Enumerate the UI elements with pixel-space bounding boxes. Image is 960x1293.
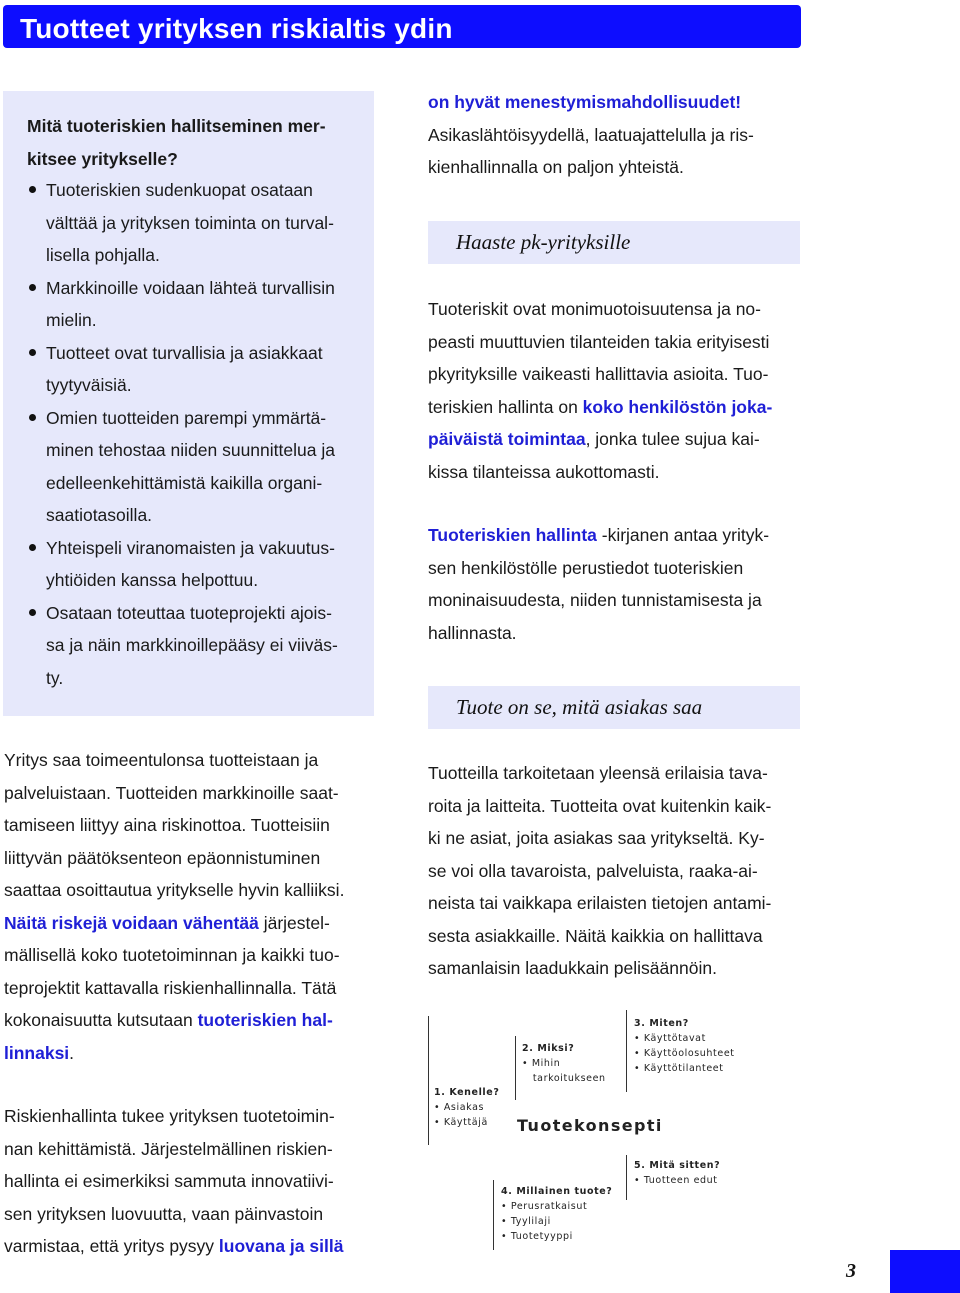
text-line: Asikaslähtöisyydellä, laatuajattelulla ja ris- [428,124,754,145]
text-line [4,1004,374,1037]
text-span: järjestel- [258,912,330,933]
node-item: • Käyttäjä [434,1117,488,1128]
list-item-line: mielin. [46,310,97,330]
node-item: • Tyylilaji [501,1216,551,1227]
text-line [4,1037,374,1070]
highlight-text: Näitä riskejä voidaan vähentää [4,912,259,933]
text-line: kienhallinnalla on paljon yhteistä. [428,157,684,177]
list-item-line: saatiotasoilla. [46,505,153,525]
node-title: 5. Mitä sitten? [634,1160,721,1171]
text-line: sen henkilöstölle perustiedot tuoteriskien [428,557,744,578]
text-line: ki ne asiat, joita asiakas saa yritykseltä. Ky- [428,828,765,848]
list-item-line: minen tehostaa niiden suunnittelua ja [46,440,335,460]
node-item: • Mihin [522,1058,561,1069]
text-line: Riskienhallinta tukee yrityksen tuotetoimin- [4,1106,335,1126]
header-bar [3,5,801,48]
highlight-text: Tuoteriskien hallinta [428,525,597,545]
node-item: • Tuotteen edut [634,1175,718,1186]
text-span: varmistaa, että yritys pysyy [4,1236,219,1256]
diagram-node-who [434,1085,499,1130]
text-span: teriskien hallinta on [428,396,583,417]
text-line: nan kehittämistä. Järjestelmällinen riskien- [4,1138,333,1159]
diagram-line [428,1016,429,1145]
diagram-node-what-kind [501,1184,612,1244]
concept-label: Tuotekonsepti [517,1116,663,1135]
node-item: • Perusratkaisut [501,1201,588,1212]
text-line [428,519,808,552]
subheading: Haaste pk-yrityksille [456,230,631,254]
text-line: moninaisuudesta, niiden tunnistamisesta ja [428,590,762,610]
risk-management-paragraph [4,1100,374,1263]
list-item-line: yhtiöiden kanssa helpottuu. [46,570,259,590]
page-title: Tuotteet yrityksen riskialtis ydin [20,13,453,44]
question-line: kitsee yritykselle? [27,148,178,169]
text-line: teprojektit kattavalla riskienhallinnalla. Tätä [4,977,337,998]
node-title: 3. Miten? [634,1018,689,1029]
text-line: liittyvän päätöksenteon epäonnistuminen [4,847,321,868]
highlight-text: päiväistä toimintaa [428,429,586,449]
text-line: palveluistaan. Tuotteiden markkinoille saat- [4,782,339,803]
text-line: se voi olla tavaroista, palveluista, raaka-ai- [428,860,758,881]
text-line: neista tai vaikkapa erilaisten tietojen antami- [428,893,772,913]
text-line: peasti muuttuvien tilanteiden takia erityisesti [428,331,770,352]
node-title: 4. Millainen tuote? [501,1186,613,1197]
node-title: 1. Kenelle? [434,1087,500,1098]
node-item: tarkoitukseen [532,1073,606,1084]
text-span: -kirjanen antaa yrityk- [596,525,770,545]
node-item: • Käyttötilanteet [634,1063,724,1074]
diagram-line [515,1036,516,1100]
list-item-line: Omien tuotteiden parempi ymmärtä- [46,407,327,428]
diagram-line [626,1010,627,1092]
subheading-box [428,686,800,729]
text-line: saattaa osoittautua yritykselle hyvin kalliiksi. [4,880,345,900]
diagram-node-how [634,1016,735,1076]
benefits-list [26,174,371,694]
text-line [4,1230,374,1263]
list-item-line: tyytyväisiä. [46,375,132,395]
list-item [26,272,371,337]
text-span: , jonka tulee sujua kai- [585,429,760,449]
text-span: kokonaisuutta kutsutaan [4,1010,198,1030]
list-item [26,337,371,402]
subheading: Tuote on se, mitä asiakas saa [456,695,703,719]
text-line: Tuoteriskit ovat monimuotoisuutensa ja no- [428,299,761,319]
text-line: Yritys saa toimeentulonsa tuotteistaan ja [4,750,319,770]
node-item: • Asiakas [434,1102,485,1113]
list-item [26,174,371,272]
highlight-text: luovana ja sillä [218,1236,344,1256]
text-line [428,391,808,424]
list-item-line: ty. [46,667,64,688]
text-line [4,907,374,940]
list-item-line: Tuotteet ovat turvallisia ja asiakkaat [46,342,323,363]
list-item-line: edelleenkehittämistä kaikilla organi- [46,472,323,493]
text-line: sesta asiakkaille. Näitä kaikkia on hallittava [428,925,763,946]
highlight-text: linnaksi [4,1042,70,1063]
text-line [428,423,808,456]
list-item [26,402,371,532]
list-item-line: Yhteispeli viranomaisten ja vakuutus- [46,537,335,558]
text-line: sen yrityksen luovuutta, vaan päinvastoin [4,1203,324,1224]
diagram-line [493,1180,494,1250]
node-title: 2. Miksi? [522,1043,575,1054]
text-line: kissa tilanteissa aukottomasti. [428,461,660,482]
list-item-line: välttää ja yrityksen toiminta on turval- [46,212,334,233]
list-item-line: Tuoteriskien sudenkuopat osataan [46,180,313,200]
page-number: 3 [846,1260,856,1282]
node-item: • Tuotetyyppi [501,1231,573,1242]
highlight-text: on hyvät menestymismahdollisuudet! [428,92,742,112]
text-span: . [69,1042,75,1063]
text-line: tamiseen liittyy aina riskinottoa. Tuotteisiin [4,815,330,835]
text-line: mällisellä koko tuotetoiminnan ja kaikki tuo- [4,945,340,965]
highlight-text: koko henkilöstön joka- [582,396,773,417]
intro-paragraph [4,744,374,1069]
list-item-line: sa ja näin markkinoillepääsy ei viiväs- [46,635,338,655]
text-line: pkyrityksille vaikeasti hallittavia asioita. Tuo- [428,364,769,384]
subheading-box [428,221,800,264]
booklet-paragraph [428,519,808,649]
text-line: Tuotteilla tarkoitetaan yleensä erilaisia tava- [428,763,768,783]
benefits-question [27,110,326,175]
list-item-line: lisella pohjalla. [46,245,160,265]
diagram-node-so-what [634,1158,720,1188]
question-line: Mitä tuoteriskien hallitseminen mer- [27,116,326,136]
list-item-line: Osataan toteuttaa tuoteprojekti ajois- [46,602,333,623]
continuation-paragraph [428,86,808,184]
list-item-line: Markkinoille voidaan lähteä turvallisin [46,277,335,298]
list-item [26,532,371,597]
text-line: hallinnasta. [428,622,517,643]
list-item [26,597,371,695]
text-line: roita ja laitteita. Tuotteita ovat kuitenkin kaik- [428,795,772,816]
diagram-line [626,1155,627,1200]
corner-accent [890,1250,960,1293]
text-line: samanlaisin laadukkain pelisäännöin. [428,958,717,978]
node-item: • Käyttöolosuhteet [634,1048,735,1059]
highlight-text: tuoteriskien hal- [197,1010,333,1030]
diagram-node-why [522,1041,606,1086]
challenge-paragraph [428,293,808,488]
node-item: • Käyttötavat [634,1033,706,1044]
product-paragraph [428,757,808,985]
text-line: hallinta ei esimerkiksi sammuta innovatiivi- [4,1171,334,1191]
